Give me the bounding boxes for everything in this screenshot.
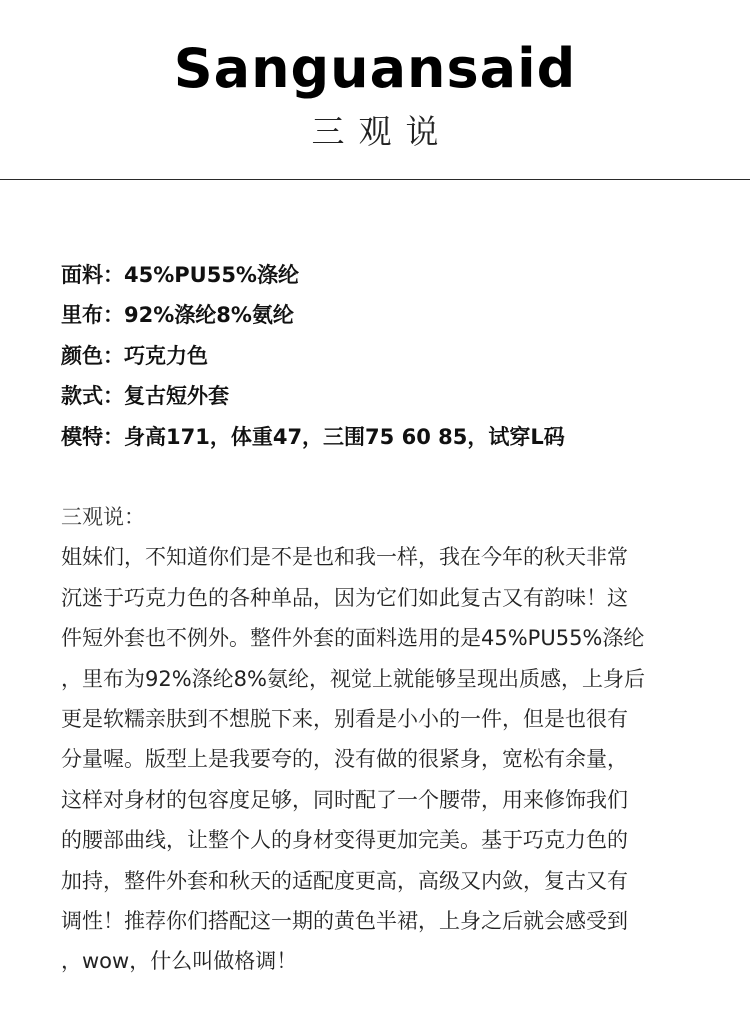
article-line: 这样对身材的包容度足够，同时配了一个腰带，用来修饰我们 <box>61 787 628 812</box>
article-line: 的腰部曲线，让整个人的身材变得更加完美。基于巧克力色的 <box>61 828 628 853</box>
article-line: 姐妹们，不知道你们是不是也和我一样，我在今年的秋天非常 <box>61 545 628 570</box>
article-body <box>61 497 721 982</box>
article-line: 调性！推荐你们搭配这一期的黄色半裙，上身之后就会感受到 <box>61 908 628 933</box>
article-line: 沉迷于巧克力色的各种单品，因为它们如此复古又有韵味！这 <box>61 585 628 610</box>
spec-color: 颜色：巧克力色 <box>61 343 208 368</box>
brand-logo-text: Sanguansaid <box>173 37 577 100</box>
article-line: 加持，整件外套和秋天的适配度更高，高级又内敛，复古又有 <box>61 868 628 893</box>
spec-model: 模特：身高171，体重47，三围75 60 85，试穿L码 <box>61 424 565 449</box>
spec-style: 款式：复古短外套 <box>61 384 229 409</box>
product-specs <box>61 255 721 457</box>
article-line: ，wow，什么叫做格调！ <box>61 949 298 974</box>
article-line: 件短外套也不例外。整件外套的面料选用的是45%PU55%涤纶 <box>61 626 645 651</box>
spec-lining: 里布：92%涤纶8%氨纶 <box>61 303 294 328</box>
article-line: 分量喔。版型上是我要夸的，没有做的很紧身，宽松有余量， <box>61 747 628 772</box>
article-line: ，里布为92%涤纶8%氨纶，视觉上就能够呈现出质感，上身后 <box>61 666 645 691</box>
header-divider <box>0 179 750 180</box>
brand-chinese-name: 三观说 <box>311 112 453 151</box>
spec-fabric: 面料：45%PU55%涤纶 <box>61 263 299 287</box>
article-title: 三观说： <box>61 505 145 529</box>
article-line: 更是软糯亲肤到不想脱下来，别看是小小的一件，但是也很有 <box>61 706 628 731</box>
